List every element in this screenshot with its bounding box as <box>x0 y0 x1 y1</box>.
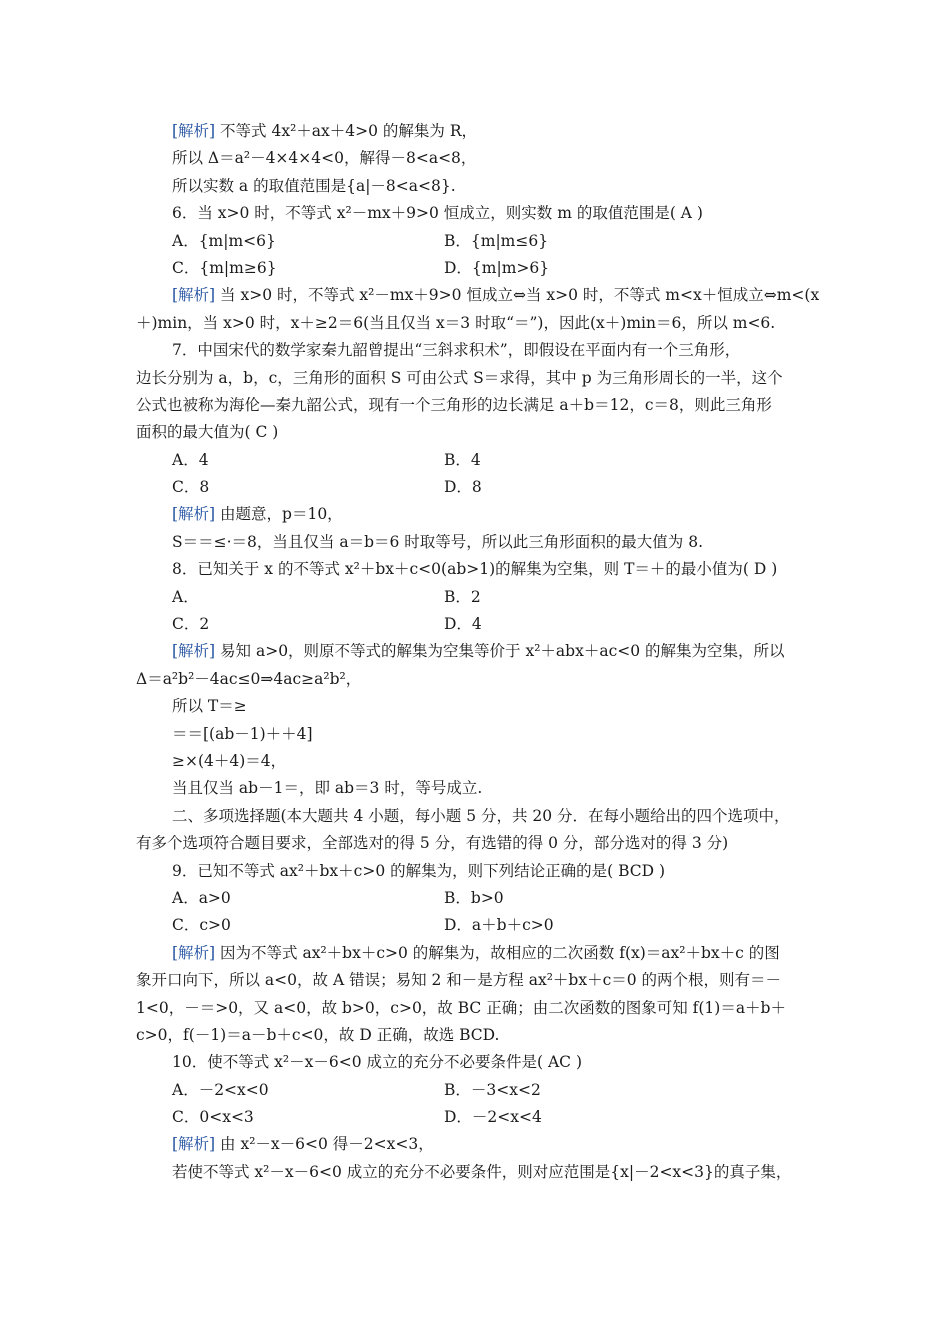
option-row <box>136 228 826 255</box>
option-row <box>136 1104 826 1131</box>
text-line: 边长分别为 a，b，c，三角形的面积 S 可由公式 S＝求得，其中 p 为三角形周长的一半，这个 <box>136 368 783 387</box>
text-line: 所以 Δ＝a²－4×4×4<0，解得－8<a<8， <box>172 149 477 168</box>
analysis-text: 由题意，p＝10， <box>215 505 343 524</box>
option-right: B．{m|m≤6} <box>444 231 549 250</box>
analysis-text: 不等式 4x²＋ax＋4>0 的解集为 R， <box>215 122 477 140</box>
analysis-line <box>136 1131 826 1158</box>
option-right: D．a＋b＋c>0 <box>444 916 554 935</box>
text-line: 若使不等式 x²－x－6<0 成立的充分不必要条件，则对应范围是{x|－2<x<3}的真子集， <box>172 1162 792 1181</box>
option-right: D．{m|m>6} <box>444 258 550 277</box>
option-row <box>136 1077 826 1104</box>
analysis-text: 由 x²－x－6<0 得－2<x<3， <box>215 1135 434 1154</box>
option-row <box>136 885 826 912</box>
analysis-text: 易知 a>0，则原不等式的解集为空集等价于 x²＋abx＋ac<0 的解集为空集，所以 <box>215 642 785 661</box>
option-left: C．8 <box>172 478 210 497</box>
option-right: D．4 <box>444 615 482 634</box>
option-right: B．－3<x<2 <box>444 1080 541 1099</box>
option-row <box>136 611 826 638</box>
option-right: D．－2<x<4 <box>444 1108 542 1127</box>
option-row <box>136 474 826 501</box>
option-left: C．c>0 <box>172 916 231 935</box>
option-left: C．{m|m≥6} <box>172 258 277 277</box>
option-left: A．a>0 <box>172 888 231 907</box>
option-right: D．8 <box>444 478 482 497</box>
option-row <box>136 447 826 474</box>
question-line: 6．当 x>0 时，不等式 x²－mx＋9>0 恒成立，则实数 m 的取值范围是( A ) <box>172 204 703 223</box>
question-line: 7．中国宋代的数学家秦九韶曾提出“三斜求积术”，即假设在平面内有一个三角形， <box>172 341 741 360</box>
option-left: C．0<x<3 <box>172 1108 254 1127</box>
document-body <box>136 118 826 1186</box>
text-line: ≥×(4＋4)＝4， <box>172 751 287 770</box>
analysis-text: 当 x>0 时，不等式 x²－mx＋9>0 恒成立⇔当 x>0 时，不等式 m<x＋恒成立⇔m<(x <box>215 286 820 305</box>
analysis-tag: [解析] <box>172 943 216 962</box>
analysis-line <box>136 118 826 145</box>
text-line: c>0，f(－1)＝a－b＋c<0，故 D 正确，故选 BCD. <box>136 1025 500 1044</box>
option-row <box>136 255 826 282</box>
text-line: 公式也被称为海伦—秦九韶公式，现有一个三角形的边长满足 a＋b＝12，c＝8，则此三角形 <box>136 395 772 414</box>
text-line: S＝＝≤·＝8，当且仅当 a＝b＝6 时取等号，所以此三角形面积的最大值为 8. <box>172 532 703 551</box>
question-line: 8．已知关于 x 的不等式 x²＋bx＋c<0(ab>1)的解集为空集，则 T＝＋的最小值为( D ) <box>172 560 778 579</box>
text-line: Δ＝a²b²－4ac≤0⇒4ac≥a²b²， <box>136 669 362 688</box>
option-left: A．4 <box>172 450 209 469</box>
text-line: 有多个选项符合题目要求，全部选对的得 5 分，有选错的得 0 分，部分选对的得 3 分) <box>136 834 729 853</box>
analysis-line <box>136 940 826 967</box>
option-left: C．2 <box>172 615 210 634</box>
analysis-tag: [解析] <box>172 122 216 140</box>
question-line: 9．已知不等式 ax²＋bx＋c>0 的解集为，则下列结论正确的是( BCD ) <box>172 861 666 880</box>
text-line: 所以 T＝≥ <box>172 697 247 716</box>
option-left: A．－2<x<0 <box>172 1080 269 1099</box>
text-line: 1<0，－＝>0，又 a<0，故 b>0，c>0，故 BC 正确；由二次函数的图象可知 f(1)＝a＋b＋ <box>136 998 786 1017</box>
analysis-tag: [解析] <box>172 1135 216 1154</box>
analysis-tag: [解析] <box>172 642 216 661</box>
text-line: 面积的最大值为( C ) <box>136 423 279 442</box>
option-right: B．b>0 <box>444 888 504 907</box>
text-line: 所以实数 a 的取值范围是{a|－8<a<8}. <box>172 176 456 195</box>
analysis-line <box>136 282 826 309</box>
question-line: 10．使不等式 x²－x－6<0 成立的充分不必要条件是( AC ) <box>172 1053 582 1072</box>
option-left: A． <box>172 587 199 606</box>
analysis-tag: [解析] <box>172 286 216 305</box>
analysis-tag: [解析] <box>172 505 216 524</box>
text-line: 当且仅当 ab－1＝，即 ab＝3 时，等号成立. <box>172 779 483 798</box>
option-right: B．4 <box>444 450 481 469</box>
text-line: ＋)min，当 x>0 时，x＋≥2＝6(当且仅当 x＝3 时取“＝”)，因此(x＋)min＝6，所以 m<6. <box>136 313 776 332</box>
option-row <box>136 912 826 939</box>
option-left: A．{m|m<6} <box>172 231 276 250</box>
question-line: 二、多项选择题(本大题共 4 小题，每小题 5 分，共 20 分．在每小题给出的四个选项中， <box>172 806 790 825</box>
analysis-line <box>136 638 826 665</box>
option-right: B．2 <box>444 587 481 606</box>
option-row <box>136 584 826 611</box>
analysis-line <box>136 501 826 528</box>
analysis-text: 因为不等式 ax²＋bx＋c>0 的解集为，故相应的二次函数 f(x)＝ax²＋bx＋c 的图 <box>215 943 780 962</box>
text-line: 象开口向下，所以 a<0，故 A 错误；易知 2 和－是方程 ax²＋bx＋c＝0 的两个根，则有＝－ <box>136 971 782 990</box>
text-line: ＝＝[(ab－1)＋＋4] <box>172 724 313 743</box>
